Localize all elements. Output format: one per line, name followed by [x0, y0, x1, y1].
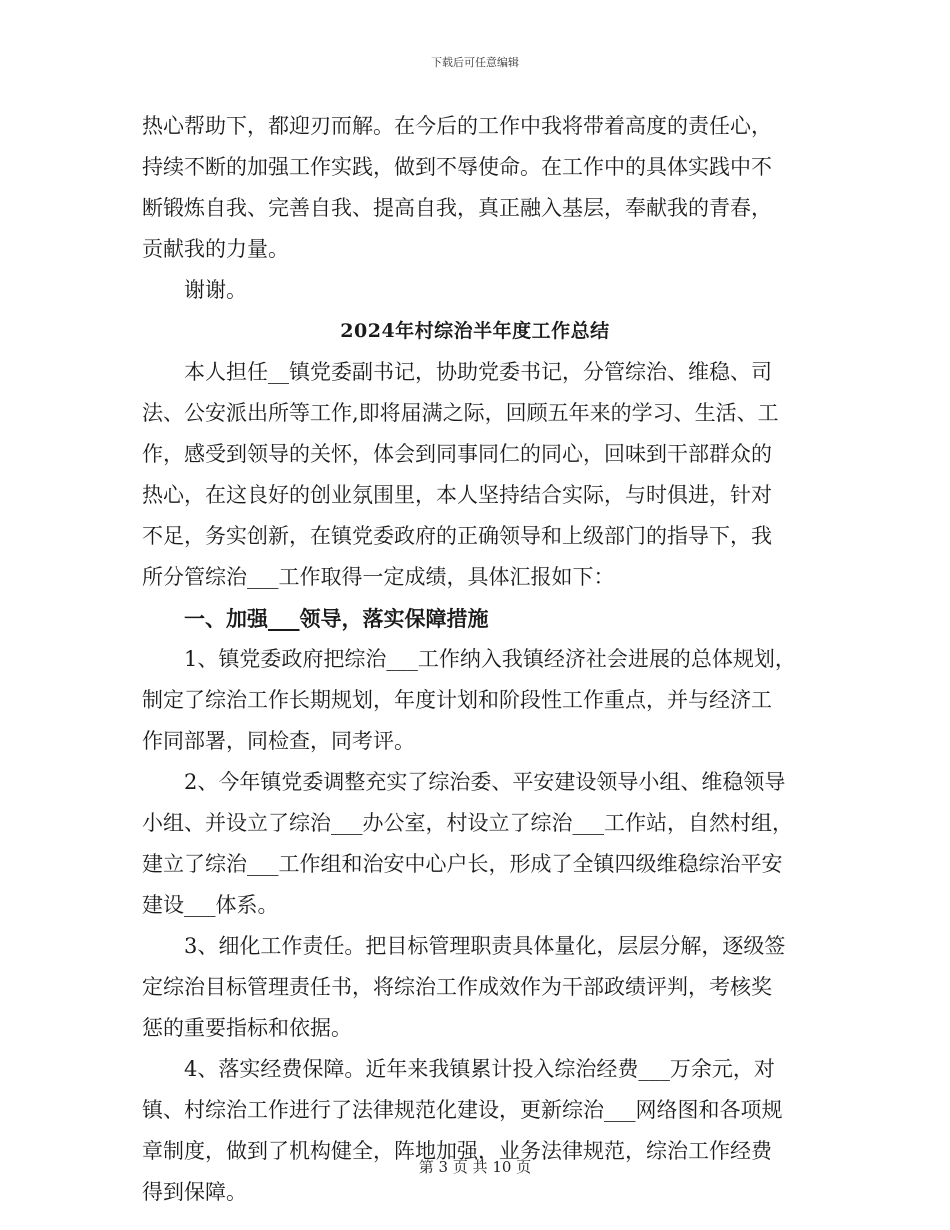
paragraph-line: 所分管综治___工作取得一定成绩，具体汇报如下：: [142, 565, 615, 589]
paragraph-line: 3、细化工作责任。把目标管理职责具体量化，层层分解，逐级签: [184, 934, 786, 958]
paragraph-line: 贡献我的力量。: [142, 237, 289, 261]
document-body: [142, 106, 808, 1213]
paragraph-line: 作同部署，同检查，同考评。: [142, 729, 415, 753]
paragraph-line: 章制度，做到了机构健全，阵地加强，业务法律规范，综治工作经费: [142, 1139, 772, 1163]
paragraph-line: 本人担任__镇党委副书记，协助党委书记，分管综治、维稳、司: [184, 360, 772, 384]
paragraph-line: 4、落实经费保障。近年来我镇累计投入综治经费___万余元，对: [184, 1057, 775, 1081]
paragraph-line: 2、今年镇党委调整充实了综治委、平安建设领导小组、维稳领导: [184, 770, 786, 794]
paragraph-line: 作，感受到领导的关怀，体会到同事同仁的同心，回味到干部群众的: [142, 442, 772, 466]
page-number: 第 3 页 共 10 页: [418, 1158, 532, 1176]
paragraph-line: 不足，务实创新，在镇党委政府的正确领导和上级部门的指导下，我: [142, 524, 772, 548]
document-title: 2024年村综治半年度工作总结: [340, 320, 610, 342]
paragraph-line: 持续不断的加强工作实践，做到不辱使命。在工作中的具体实践中不: [142, 155, 772, 179]
paragraph-line: 惩的重要指标和依据。: [142, 1016, 352, 1040]
paragraph-line: 热心帮助下，都迎刃而解。在今后的工作中我将带着高度的责任心，: [142, 114, 772, 138]
paragraph-line: 建立了综治___工作组和治安中心户长，形成了全镇四级维稳综治平安: [142, 852, 783, 876]
paragraph-line: 得到保障。: [142, 1180, 247, 1204]
paragraph-line: 小组、并设立了综治___办公室，村设立了综治___工作站，自然村组，: [142, 811, 793, 835]
paragraph-line: 建设___体系。: [142, 893, 279, 917]
paragraph-line: 谢谢。: [184, 278, 247, 302]
paragraph-line: 1、镇党委政府把综治___工作纳入我镇经济社会进展的总体规划，: [184, 647, 796, 671]
paragraph-line: 定综治目标管理责任书，将综治工作成效作为干部政绩评判，考核奖: [142, 975, 772, 999]
header-note: 下载后可任意编辑: [431, 56, 519, 69]
paragraph-line: 热心，在这良好的创业氛围里，本人坚持结合实际，与时俱进，针对: [142, 483, 772, 507]
section-heading: 一、加强___领导，落实保障措施: [184, 606, 489, 631]
paragraph-line: 制定了综治工作长期规划，年度计划和阶段性工作重点，并与经济工: [142, 688, 772, 712]
paragraph-line: 法、公安派出所等工作,即将届满之际，回顾五年来的学习、生活、工: [142, 401, 779, 425]
paragraph-line: 镇、村综治工作进行了法律规范化建设，更新综治___网络图和各项规: [142, 1098, 783, 1122]
paragraph-line: 断锻炼自我、完善自我、提高自我，真正融入基层，奉献我的青春，: [142, 196, 772, 220]
